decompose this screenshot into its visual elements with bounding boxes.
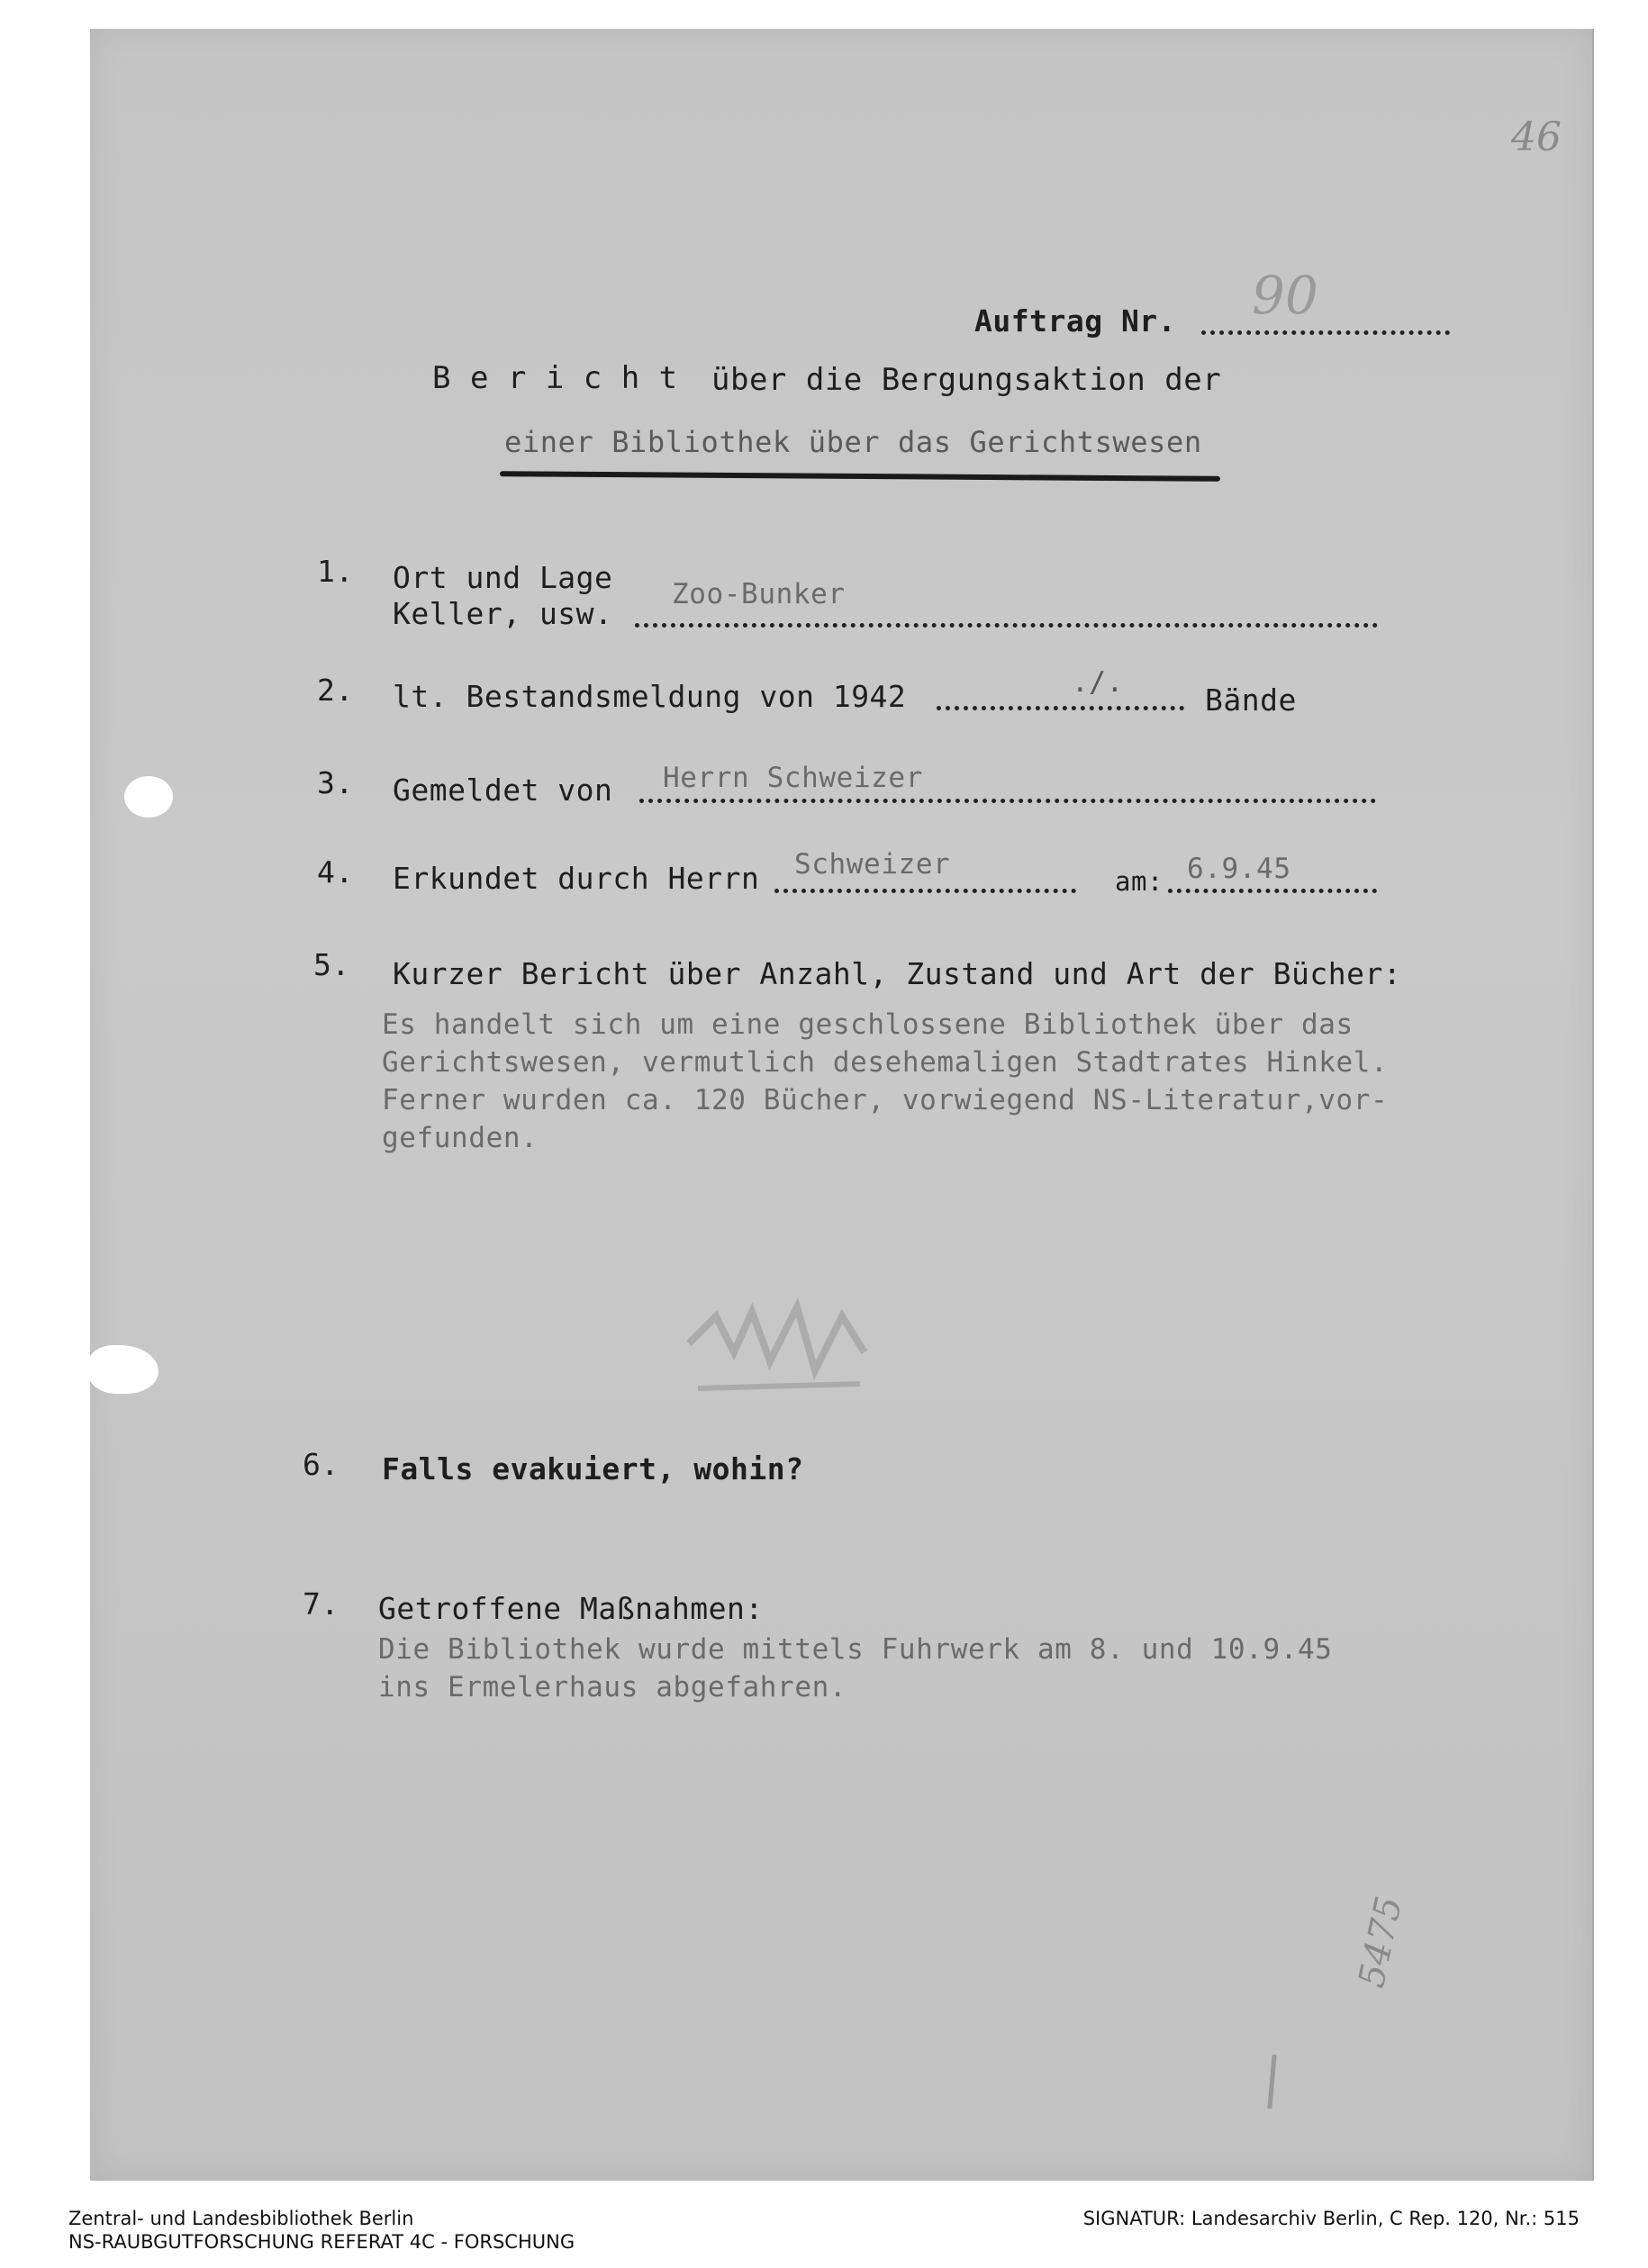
auftrag-label: Auftrag Nr.: [974, 303, 1177, 339]
item3-dots: [639, 799, 1376, 803]
pencil-annotation: 5475: [1351, 1893, 1411, 1992]
item4-date-label: am:: [1115, 866, 1164, 897]
item4-label: Erkundet durch Herrn: [393, 861, 760, 896]
item2-label: lt. Bestandsmeldung von 1942: [393, 679, 907, 714]
item4-dots: [774, 889, 1076, 893]
item7-label: Getroffene Maßnahmen:: [378, 1591, 764, 1626]
faint-stamp: [680, 1289, 878, 1397]
title-underline: [500, 471, 1220, 482]
title-spaced: B e r i c h t: [432, 360, 678, 396]
item4-date-value: 6.9.45: [1187, 853, 1291, 885]
item1-label-line2: Keller, usw.: [393, 596, 613, 631]
punch-hole-top: [124, 776, 173, 818]
footer-right: SIGNATUR: Landesarchiv Berlin, C Rep. 120, Nr.: 515: [1082, 2208, 1580, 2229]
item2-value: ./.: [1072, 666, 1124, 699]
item3-number: 3.: [317, 765, 354, 800]
item1-label-line1: Ort und Lage: [393, 560, 613, 595]
page-number: 46: [1511, 114, 1562, 160]
item5-text-line4: gefunden.: [382, 1122, 539, 1154]
item7-number: 7.: [303, 1586, 340, 1622]
document-page: [90, 29, 1594, 2181]
auftrag-dots: [1201, 330, 1450, 335]
item4-number: 4.: [317, 854, 354, 890]
title-rest: über die Bergungsaktion der: [711, 362, 1222, 398]
item5-text-line1: Es handelt sich um eine geschlossene Bibliothek über das: [382, 1008, 1354, 1041]
item5-label: Kurzer Bericht über Anzahl, Zustand und Art der Bücher:: [393, 956, 1402, 991]
item3-label: Gemeldet von: [393, 773, 613, 808]
item6-label: Falls evakuiert, wohin?: [382, 1451, 804, 1486]
item4-date-dots: [1168, 889, 1377, 893]
auftrag-number: 90: [1252, 265, 1318, 326]
footer-left-line1: Zentral- und Landesbibliothek Berlin: [68, 2208, 414, 2229]
title-line2: einer Bibliothek über das Gerichtswesen: [504, 425, 1202, 459]
pencil-stroke: [1267, 2055, 1276, 2109]
item7-text-line1: Die Bibliothek wurde mittels Fuhrwerk am 8. und 10.9.45: [378, 1633, 1333, 1666]
item3-value: Herrn Schweizer: [663, 762, 923, 794]
item5-number: 5.: [313, 947, 350, 982]
item2-number: 2.: [317, 673, 354, 708]
footer-left-line2: NS-RAUBGUTFORSCHUNG REFERAT 4C - FORSCHUNG: [68, 2231, 575, 2253]
item1-dots: [635, 623, 1378, 628]
item2-dots: [937, 706, 1184, 710]
item7-text-line2: ins Ermelerhaus abgefahren.: [378, 1671, 847, 1703]
item4-value: Schweizer: [794, 848, 951, 881]
punch-hole-bottom: [88, 1345, 158, 1394]
item2-suffix: Bände: [1205, 682, 1297, 718]
item1-number: 1.: [317, 554, 354, 589]
item6-number: 6.: [303, 1447, 340, 1482]
item5-text-line2: Gerichtswesen, vermutlich desehemaligen Stadtrates Hinkel.: [382, 1046, 1389, 1079]
item1-value: Zoo-Bunker: [672, 578, 846, 610]
item5-text-line3: Ferner wurden ca. 120 Bücher, vorwiegend NS-Literatur,vor-: [382, 1084, 1389, 1116]
